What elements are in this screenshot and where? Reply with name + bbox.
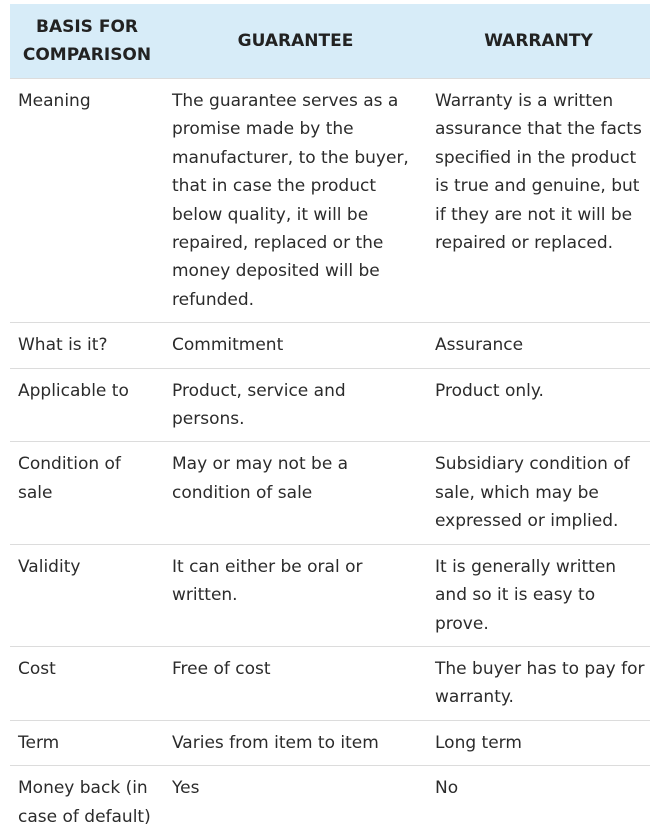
header-basis-line2: COMPARISON	[22, 45, 152, 65]
cell-guarantee: May or may not be a condition of sale	[164, 442, 427, 544]
cell-guarantee: Commitment	[164, 323, 427, 368]
cell-guarantee: It can either be oral or written.	[164, 544, 427, 646]
table-header	[10, 4, 650, 79]
cell-warranty: Product only.	[427, 368, 650, 442]
header-guarantee: GUARANTEE	[164, 4, 427, 79]
cell-basis: Cost	[10, 646, 164, 720]
header-basis-line1: BASIS FOR	[36, 17, 138, 37]
cell-warranty: The buyer has to pay for warranty.	[427, 646, 650, 720]
table-row	[10, 720, 650, 765]
table-row	[10, 646, 650, 720]
cell-warranty: Assurance	[427, 323, 650, 368]
table-body	[10, 79, 650, 839]
cell-basis: Condition of sale	[10, 442, 164, 544]
header-basis-for-comparison	[10, 4, 164, 79]
comparison-table	[10, 4, 650, 839]
cell-basis: Applicable to	[10, 368, 164, 442]
cell-warranty: Warranty is a written assurance that the facts specified in the product is true and genuine, but if they are not it will be repaired or replaced.	[427, 79, 650, 323]
table-row	[10, 79, 650, 323]
table-row	[10, 368, 650, 442]
cell-basis: Money back (in case of default)	[18, 778, 151, 827]
cell-basis: What is it?	[10, 323, 164, 368]
cell-guarantee: Yes	[172, 778, 200, 799]
cell-basis: Term	[10, 720, 164, 765]
cell-warranty: Long term	[427, 720, 650, 765]
cell-basis: Validity	[10, 544, 164, 646]
cell-guarantee: Varies from item to item	[164, 720, 427, 765]
cell-warranty: No	[435, 778, 459, 799]
table-row	[10, 323, 650, 368]
table-row	[10, 442, 650, 544]
cell-warranty: Subsidiary condition of sale, which may be expressed or implied.	[427, 442, 650, 544]
table-row	[10, 766, 650, 839]
table-row	[10, 544, 650, 646]
cell-guarantee: The guarantee serves as a promise made by the manufacturer, to the buyer, that in case the product below quality, it will be repaired, replaced or the money deposited will be refunded.	[164, 79, 427, 323]
comparison-table-container	[10, 4, 650, 839]
cell-basis: Meaning	[10, 79, 164, 323]
header-warranty: WARRANTY	[427, 4, 650, 79]
cell-guarantee: Product, service and persons.	[164, 368, 427, 442]
cell-guarantee: Free of cost	[164, 646, 427, 720]
cell-warranty: It is generally written and so it is easy to prove.	[427, 544, 650, 646]
header-row	[10, 4, 650, 79]
